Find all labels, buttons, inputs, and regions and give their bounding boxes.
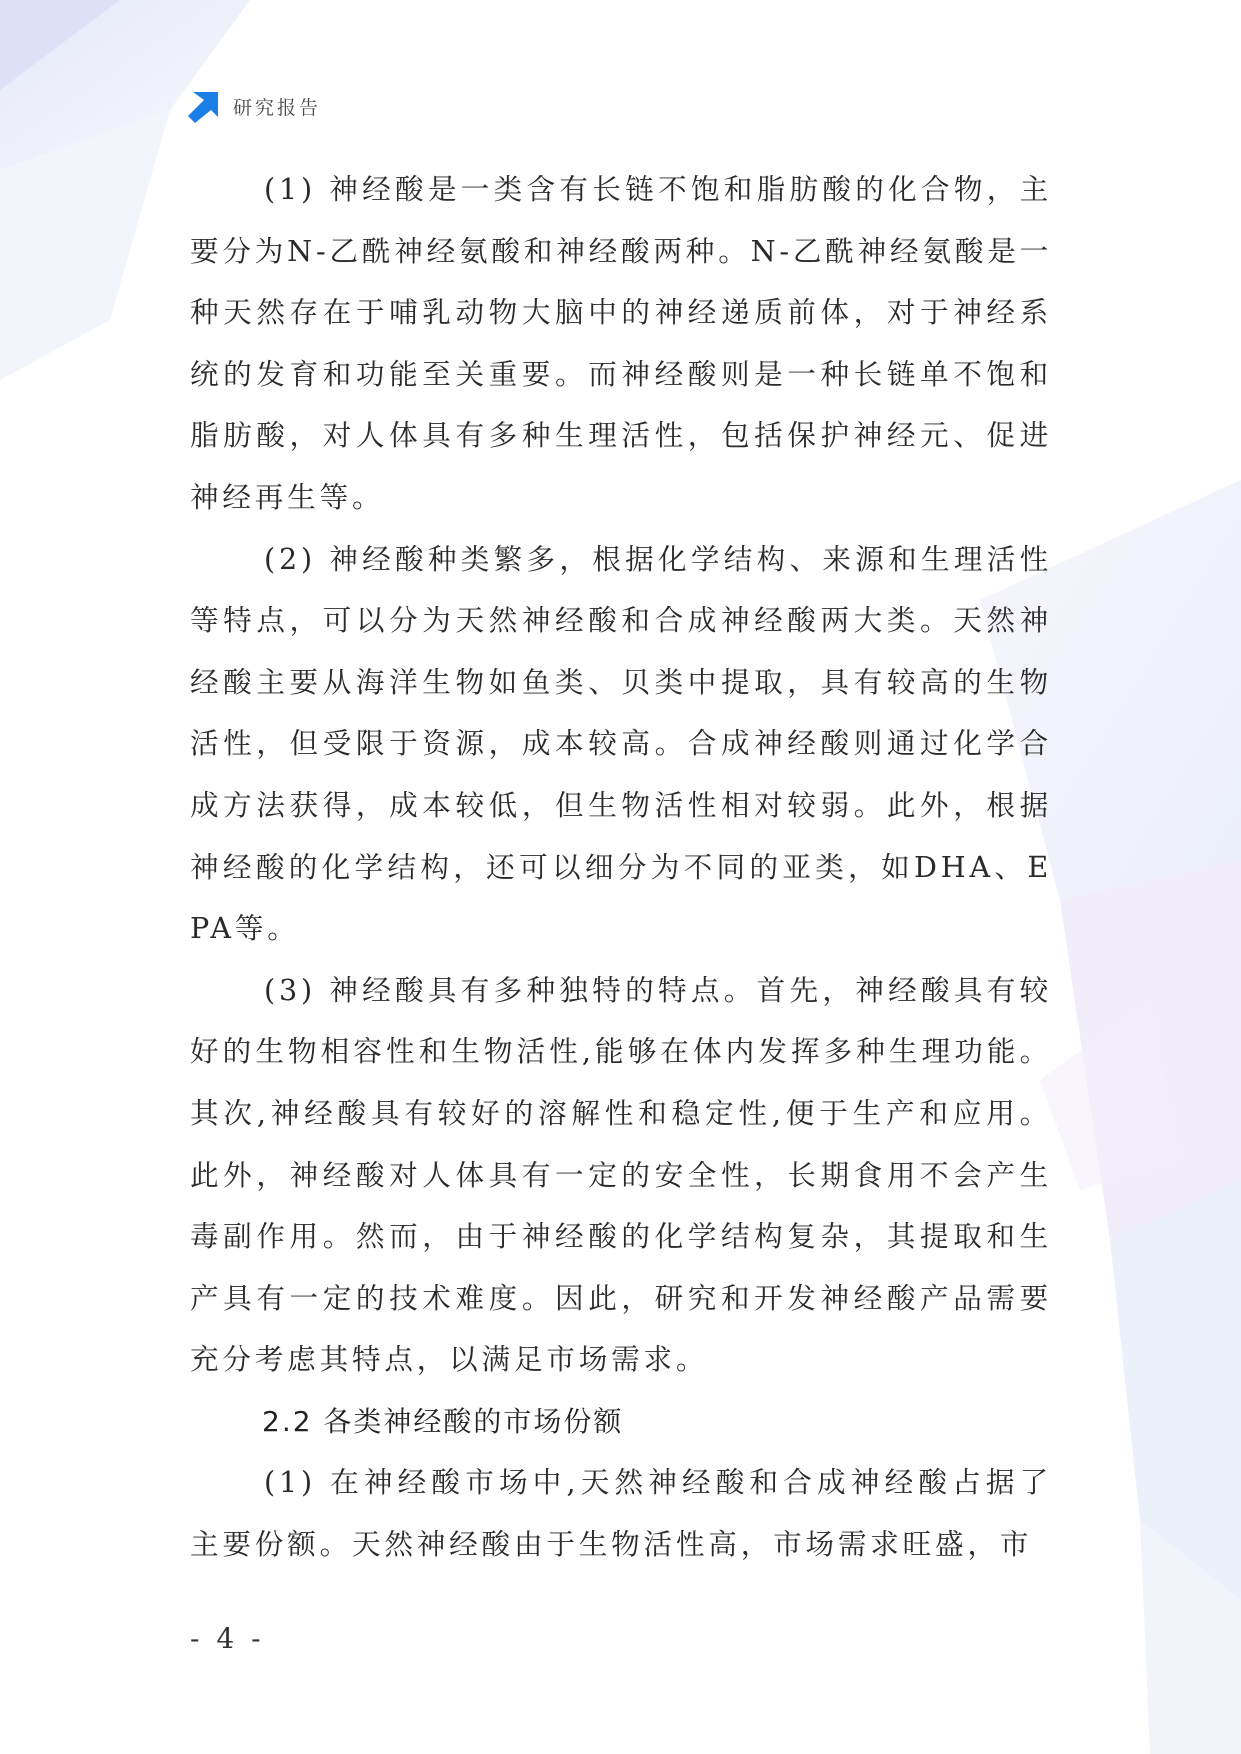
page-number: - 4 - [190, 1622, 265, 1655]
arrow-up-right-icon [187, 89, 221, 123]
document-body [190, 159, 1052, 1576]
report-header [187, 88, 321, 124]
section-heading: 2.2 各类神经酸的市场份额 [262, 1404, 624, 1438]
paragraph: (2) 神经酸种类繁多，根据化学结构、来源和生理活性等特点，可以分为天然神经酸和合成神经酸两大类。天然神经酸主要从海洋生物如鱼类、贝类中提取，具有较高的生物活性，但受限于资源，成本较高。合成神经酸则通过化学合成方法获得，成本较低，但生物活性相对较弱。此外，根据神经酸的化学结构，还可以细分为不同的亚类，如DHA、EPA等。 [190, 541, 1052, 946]
paragraph: (1) 在神经酸市场中,天然神经酸和合成神经酸占据了主要份额。天然神经酸由于生物活性高，市场需求旺盛，市 [190, 1465, 1052, 1562]
paragraph: (3) 神经酸具有多种独特的特点。首先，神经酸具有较好的生物相容性和生物活性,能够在体内发挥多种生理功能。其次,神经酸具有较好的溶解性和稳定性,便于生产和应用。此外，神经酸对人体具有一定的安全性，长期食用不会产生毒副作用。然而，由于神经酸的化学结构复杂，其提取和生产具有一定的技术难度。因此，研究和开发神经酸产品需要充分考虑其特点，以满足市场需求。 [190, 972, 1052, 1377]
header-title: 研究报告 [233, 96, 322, 119]
paragraph: (1) 神经酸是一类含有长链不饱和脂肪酸的化合物，主要分为N-乙酰神经氨酸和神经酸两种。N-乙酰神经氨酸是一种天然存在于哺乳动物大脑中的神经递质前体，对于神经系统的发育和功能至关重要。而神经酸则是一种长链单不饱和脂肪酸，对人体具有多种生理活性，包括保护神经元、促进神经再生等。 [190, 172, 1053, 514]
